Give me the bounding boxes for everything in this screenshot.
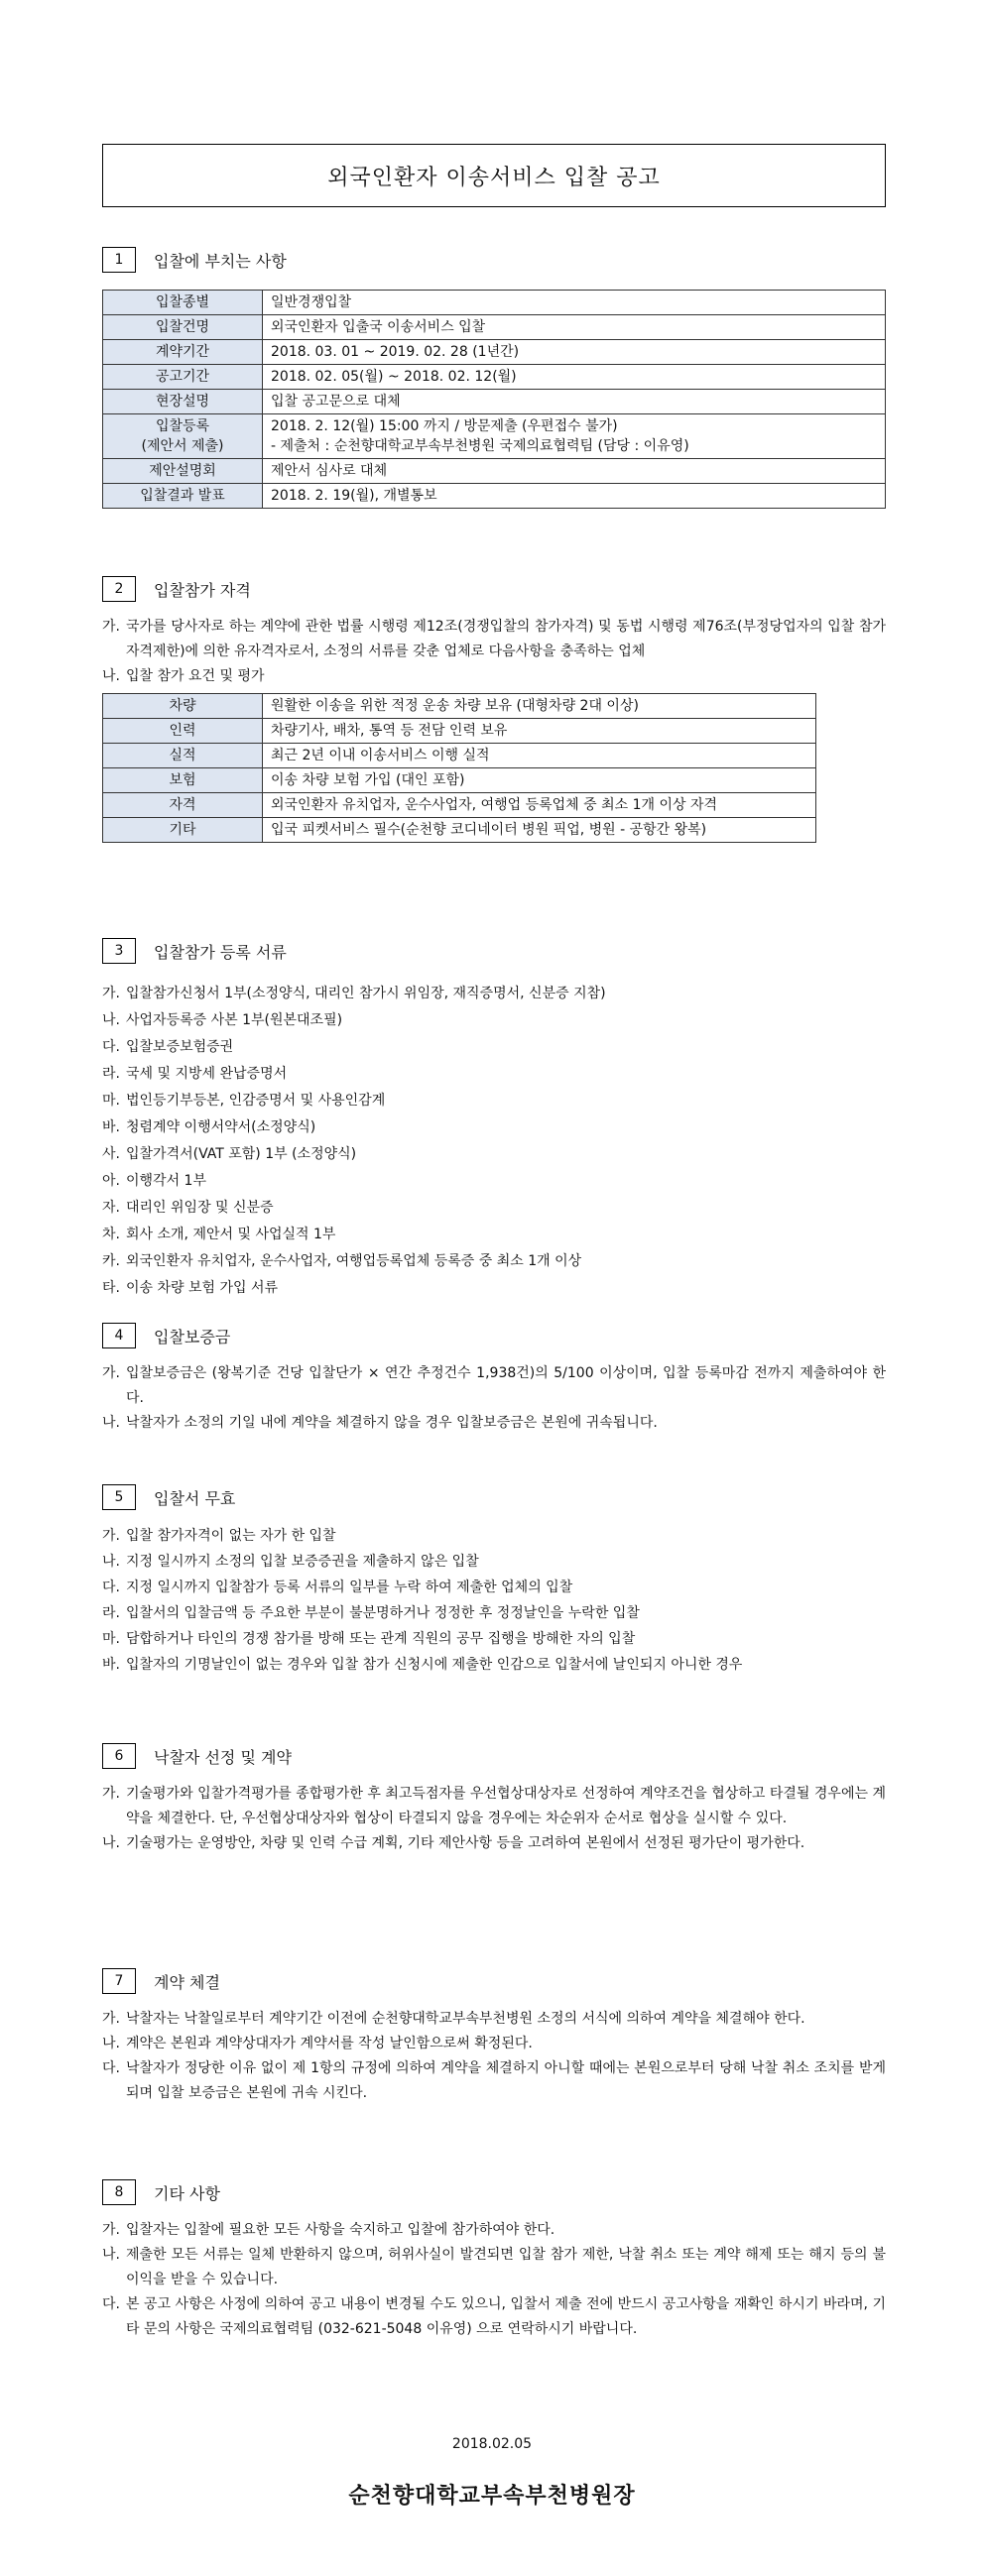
table-value-cell: 이송 차량 보험 가입 (대인 포함) [263, 768, 816, 793]
list-item [102, 1600, 886, 1626]
section-number: 2 [102, 576, 136, 602]
table-label-cell: 기타 [103, 818, 263, 843]
table-row [103, 793, 816, 818]
item-marker: 다. [102, 2060, 120, 2076]
item-marker: 타. [102, 1280, 120, 1296]
section-number: 8 [102, 2179, 136, 2205]
table-row [103, 694, 816, 719]
item-marker: 가. [102, 619, 120, 635]
page-title: 외국인환자 이송서비스 입찰 공고 [327, 165, 661, 190]
section-header [102, 1742, 886, 1770]
section-title: 입찰서 무효 [154, 1488, 236, 1508]
list-item [102, 2243, 886, 2292]
list-item [102, 1248, 886, 1275]
list-item [102, 1523, 886, 1549]
item-list [102, 615, 886, 689]
item-marker: 나. [102, 2247, 120, 2263]
table-value-cell: 외국인환자 입출국 이송서비스 입찰 [263, 315, 886, 340]
item-text: 낙찰자가 정당한 이유 없이 제 1항의 규정에 의하여 계약을 체결하지 아니할 때에는 본원으로부터 당해 낙찰 취소 조치를 받게 되며 입찰 보증금은 본원에 귀속 시킨다. [126, 2060, 886, 2101]
section-7 [102, 1967, 886, 2106]
item-text: 사업자등록증 사본 1부(원본대조필) [126, 1012, 343, 1028]
section-title: 낙찰자 선정 및 계약 [154, 1747, 292, 1767]
list-item [102, 1222, 886, 1248]
section-number: 6 [102, 1743, 136, 1769]
section-1 [102, 246, 886, 509]
item-text: 기술평가와 입찰가격평가를 종합평가한 후 최고득점자를 우선협상대상자로 선정하여 계약조건을 협상하고 타결될 경우에는 계약을 체결한다. 단, 우선협상대상자와 협상이 타결되지 않을 경우에는 차순위자 순서로 협상을 실시할 수 있다. [126, 1786, 886, 1826]
section-header [102, 1322, 886, 1349]
requirements-table [102, 693, 816, 843]
list-item [102, 1195, 886, 1222]
list-item [102, 2218, 886, 2243]
table-value-cell: 일반경쟁입찰 [263, 291, 886, 315]
item-text: 지정 일시까지 입찰참가 등록 서류의 일부를 누락 하여 제출한 업체의 입찰 [126, 1580, 573, 1595]
table-row [103, 744, 816, 768]
item-marker: 가. [102, 1528, 120, 1544]
list-item [102, 1782, 886, 1831]
section-header [102, 2178, 886, 2206]
item-marker: 다. [102, 1039, 120, 1055]
item-marker: 나. [102, 1415, 120, 1431]
item-marker: 사. [102, 1146, 120, 1162]
list-item [102, 2292, 886, 2342]
item-marker: 바. [102, 1657, 120, 1673]
table-label-cell: 보험 [103, 768, 263, 793]
item-text: 제출한 모든 서류는 일체 반환하지 않으며, 허위사실이 발견되면 입찰 참가 제한, 낙찰 취소 또는 계약 해제 또는 해지 등의 불이익을 받을 수 있습니다. [126, 2247, 886, 2287]
item-marker: 자. [102, 1200, 120, 1216]
section-header [102, 937, 886, 965]
list-item [102, 981, 886, 1007]
section-number: 1 [102, 247, 136, 273]
table-label-cell: 제안설명회 [103, 459, 263, 484]
item-text: 지정 일시까지 소정의 입찰 보증증권을 제출하지 않은 입찰 [126, 1554, 479, 1570]
table-row [103, 818, 816, 843]
item-text: 입찰보증보험증권 [126, 1039, 234, 1055]
table-value-cell: 최근 2년 이내 이송서비스 이행 실적 [263, 744, 816, 768]
item-marker: 마. [102, 1631, 120, 1647]
list-item [102, 1168, 886, 1195]
table-label-cell: 입찰등록 (제안서 제출) [103, 414, 263, 459]
table-value-cell: 입찰 공고문으로 대체 [263, 390, 886, 414]
section-header [102, 575, 886, 603]
item-marker: 나. [102, 1012, 120, 1028]
section-title: 기타 사항 [154, 2183, 220, 2203]
item-list [102, 2007, 886, 2106]
table-row [103, 315, 886, 340]
list-item [102, 1275, 886, 1302]
table-label-cell: 계약기간 [103, 340, 263, 365]
item-text: 기술평가는 운영방안, 차량 및 인력 수급 계획, 기타 제안사항 등을 고려하여 본원에서 선정된 평가단이 평가한다. [126, 1835, 805, 1851]
section-4 [102, 1322, 886, 1436]
list-item [102, 1549, 886, 1575]
table-value-cell: 외국인환자 유치업자, 운수사업자, 여행업 등록업체 중 최소 1개 이상 자격 [263, 793, 816, 818]
item-marker: 나. [102, 668, 120, 684]
item-text: 이행각서 1부 [126, 1173, 206, 1189]
item-marker: 차. [102, 1227, 120, 1242]
table-row [103, 414, 886, 459]
item-marker: 가. [102, 986, 120, 1001]
section-number: 7 [102, 1968, 136, 1994]
item-text: 입찰자는 입찰에 필요한 모든 사항을 숙지하고 입찰에 참가하여야 한다. [126, 2222, 555, 2238]
table-row [103, 340, 886, 365]
table-value-cell: 차량기사, 배차, 통역 등 전담 인력 보유 [263, 719, 816, 744]
item-text: 이송 차량 보험 가입 서류 [126, 1280, 279, 1296]
item-text: 담합하거나 타인의 경쟁 참가를 방해 또는 관계 직원의 공무 집행을 방해한 자의 입찰 [126, 1631, 636, 1647]
list-item [102, 1007, 886, 1034]
item-text: 낙찰자는 낙찰일로부터 계약기간 이전에 순천향대학교부속부천병원 소정의 서식에 의하여 계약을 체결해야 한다. [126, 2011, 805, 2027]
section-title: 입찰에 부치는 사항 [154, 251, 287, 271]
table-value-cell: 2018. 03. 01 ~ 2019. 02. 28 (1년간) [263, 340, 886, 365]
table-row [103, 291, 886, 315]
item-text: 입찰서의 입찰금액 등 주요한 부분이 불분명하거나 정정한 후 정정날인을 누락한 입찰 [126, 1605, 640, 1621]
item-marker: 바. [102, 1119, 120, 1135]
table-value-cell: 2018. 2. 12(월) 15:00 까지 / 방문제출 (우편접수 불가) - 제출처 : 순천향대학교부속부천병원 국제의료협력팀 (담당 : 이유영) [263, 414, 886, 459]
list-item [102, 1114, 886, 1141]
item-text: 입찰 참가 요건 및 평가 [126, 668, 265, 684]
table-label-cell: 현장설명 [103, 390, 263, 414]
table-row [103, 719, 816, 744]
list-item [102, 1034, 886, 1061]
section-title: 계약 체결 [154, 1972, 220, 1992]
section-8 [102, 2178, 886, 2342]
item-text: 계약은 본원과 계약상대자가 계약서를 작성 날인함으로써 확정된다. [126, 2036, 533, 2051]
table-value-cell: 제안서 심사로 대체 [263, 459, 886, 484]
item-text: 입찰보증금은 (왕복기준 건당 입찰단가 × 연간 추정건수 1,938건)의 5/100 이상이며, 입찰 등록마감 전까지 제출하여야 한다. [126, 1365, 886, 1406]
list-item [102, 615, 886, 664]
item-marker: 다. [102, 2296, 120, 2312]
item-marker: 가. [102, 2222, 120, 2238]
section-header [102, 1483, 886, 1511]
list-item [102, 1626, 886, 1652]
item-marker: 다. [102, 1580, 120, 1595]
item-text: 청렴계약 이행서약서(소정양식) [126, 1119, 316, 1135]
item-marker: 마. [102, 1093, 120, 1109]
item-marker: 라. [102, 1066, 120, 1082]
section-3 [102, 937, 886, 1302]
table-row [103, 768, 816, 793]
table-label-cell: 입찰결과 발표 [103, 484, 263, 509]
item-list [102, 1361, 886, 1436]
item-list [102, 981, 886, 1302]
list-item [102, 1361, 886, 1411]
item-text: 입찰자의 기명날인이 없는 경우와 입찰 참가 신청시에 제출한 인감으로 입찰서에 날인되지 아니한 경우 [126, 1657, 743, 1673]
section-title: 입찰참가 등록 서류 [154, 942, 287, 962]
section-2 [102, 575, 886, 843]
list-item [102, 2032, 886, 2056]
item-text: 입찰참가신청서 1부(소정양식, 대리인 참가시 위임장, 재직증명서, 신분증 지참) [126, 986, 606, 1001]
item-marker: 나. [102, 2036, 120, 2051]
item-text: 대리인 위임장 및 신분증 [126, 1200, 274, 1216]
table-row [103, 390, 886, 414]
section-5 [102, 1483, 886, 1678]
item-text: 국가를 당사자로 하는 계약에 관한 법률 시행령 제12조(경쟁입찰의 참가자격) 및 동법 시행령 제76조(부정당업자의 입찰 참가자격제한)에 의한 유자격자로서, 소정의 서류를 갖춘 업체로 다음사항을 충족하는 업체 [126, 619, 886, 659]
section-title: 입찰참가 자격 [154, 580, 251, 600]
table-row [103, 365, 886, 390]
item-marker: 라. [102, 1605, 120, 1621]
section-6 [102, 1742, 886, 1856]
item-text: 낙찰자가 소정의 기일 내에 계약을 체결하지 않을 경우 입찰보증금은 본원에 귀속됩니다. [126, 1415, 658, 1431]
item-text: 외국인환자 유치업자, 운수사업자, 여행업등록업체 등록증 중 최소 1개 이상 [126, 1253, 582, 1269]
list-item [102, 1088, 886, 1114]
item-marker: 가. [102, 1365, 120, 1381]
table-value-cell: 2018. 02. 05(월) ~ 2018. 02. 12(월) [263, 365, 886, 390]
section-number: 3 [102, 938, 136, 964]
table-label-cell: 차량 [103, 694, 263, 719]
item-marker: 가. [102, 1786, 120, 1802]
item-marker: 나. [102, 1554, 120, 1570]
item-text: 본 공고 사항은 사정에 의하여 공고 내용이 변경될 수도 있으니, 입찰서 제출 전에 반드시 공고사항을 재확인 하시기 바라며, 기타 문의 사항은 국제의료협력팀 (032-621-5048 이유영) 으로 연락하시기 바랍니다. [126, 2296, 886, 2337]
table-label-cell: 입찰종별 [103, 291, 263, 315]
item-marker: 카. [102, 1253, 120, 1269]
issuer-name: 순천향대학교부속부천병원장 [348, 2484, 636, 2509]
list-item [102, 1831, 886, 1856]
item-text: 회사 소개, 제안서 및 사업실적 1부 [126, 1227, 336, 1242]
list-item [102, 1141, 886, 1168]
list-item [102, 1411, 886, 1436]
item-list [102, 2218, 886, 2342]
item-list [102, 1782, 886, 1856]
section-number: 5 [102, 1484, 136, 1510]
table-label-cell: 실적 [103, 744, 263, 768]
list-item [102, 664, 886, 689]
section-header [102, 246, 886, 274]
table-value-cell: 원활한 이송을 위한 적정 운송 차량 보유 (대형차량 2대 이상) [263, 694, 816, 719]
notice-date: 2018.02.05 [451, 2436, 533, 2452]
item-text: 법인등기부등본, 인감증명서 및 사용인감계 [126, 1093, 386, 1109]
table-row [103, 484, 886, 509]
section-title: 입찰보증금 [154, 1327, 231, 1347]
list-item [102, 2056, 886, 2106]
table-label-cell: 인력 [103, 719, 263, 744]
list-item [102, 1061, 886, 1088]
table-label-cell: 입찰건명 [103, 315, 263, 340]
table-value-cell: 입국 피켓서비스 필수(순천향 코디네이터 병원 픽업, 병원 - 공항간 왕복) [263, 818, 816, 843]
list-item [102, 2007, 886, 2032]
item-text: 입찰가격서(VAT 포함) 1부 (소정양식) [126, 1146, 357, 1162]
section-header [102, 1967, 886, 1995]
section-number: 4 [102, 1323, 136, 1348]
table-label-cell: 공고기간 [103, 365, 263, 390]
notice-title-box [102, 144, 886, 207]
table-row [103, 459, 886, 484]
item-marker: 나. [102, 1835, 120, 1851]
item-text: 입찰 참가자격이 없는 자가 한 입찰 [126, 1528, 336, 1544]
list-item [102, 1575, 886, 1600]
bid-info-table [102, 290, 886, 509]
table-label-cell: 자격 [103, 793, 263, 818]
table-value-cell: 2018. 2. 19(월), 개별통보 [263, 484, 886, 509]
item-text: 국세 및 지방세 완납증명서 [126, 1066, 288, 1082]
item-list [102, 1523, 886, 1678]
list-item [102, 1652, 886, 1678]
item-marker: 아. [102, 1173, 120, 1189]
item-marker: 가. [102, 2011, 120, 2027]
